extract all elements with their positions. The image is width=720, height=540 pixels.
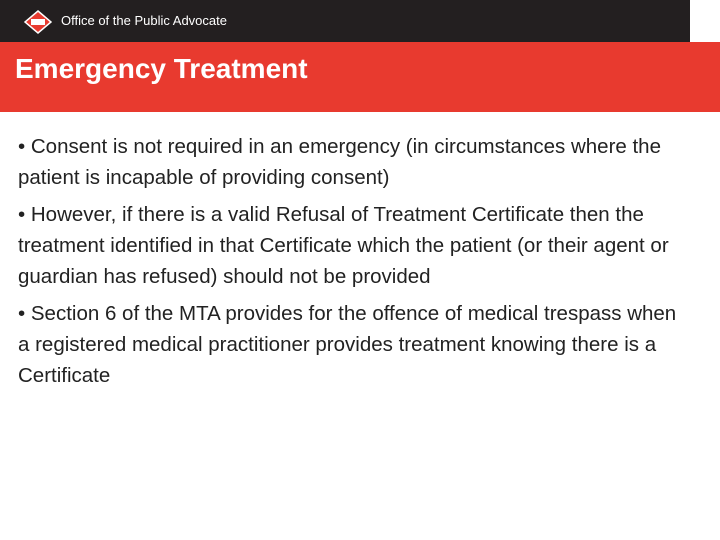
org-name: Office of the Public Advocate: [61, 13, 227, 28]
slide-title: Emergency Treatment: [15, 53, 308, 84]
bullet-item: • However, if there is a valid Refusal of Treatment Certificate then the treatment identified in that Certificate which the patient (or their agent or guardian has refused) should not be provided: [18, 203, 669, 288]
header-bar: [0, 0, 690, 42]
bullet-item: • Consent is not required in an emergency (in circumstances where the patient is incapable of providing consent): [18, 135, 661, 189]
slide-body: [18, 131, 688, 397]
diamond-logo-icon: [24, 10, 52, 34]
bullet-item: • Section 6 of the MTA provides for the offence of medical trespass when a registered medical practitioner provides treatment knowing there is a Certificate: [18, 302, 677, 387]
